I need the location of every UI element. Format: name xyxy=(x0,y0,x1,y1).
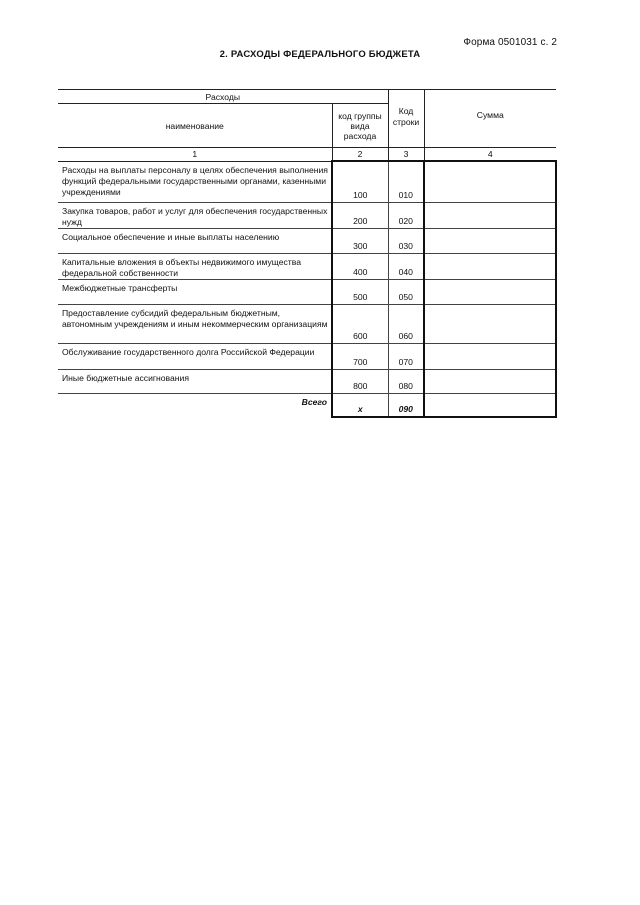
header-line-code-1: Код xyxy=(398,106,414,116)
col-number-2: 2 xyxy=(332,148,388,162)
row-name: Иные бюджетные ассигнования xyxy=(58,369,332,393)
row-name: Предоставление субсидий федеральным бюджетным, автономным учреждениям и иным некоммерческим организациям xyxy=(58,304,332,343)
table-row xyxy=(58,304,556,343)
row-line-code: 050 xyxy=(388,279,424,304)
row-group-code: 100 xyxy=(332,161,388,202)
row-name: Обслуживание государственного долга Российской Федерации xyxy=(58,343,332,369)
total-line-code: 090 xyxy=(388,393,424,417)
table-row xyxy=(58,369,556,393)
row-name: Социальное обеспечение и иные выплаты населению xyxy=(58,228,332,253)
row-name: Капитальные вложения в объекты недвижимого имущества федеральной собственности xyxy=(58,253,332,279)
row-line-code: 020 xyxy=(388,202,424,228)
row-group-code: 600 xyxy=(332,304,388,343)
col-number-4: 4 xyxy=(424,148,556,162)
total-label: Всего xyxy=(58,393,332,417)
header-row-top xyxy=(58,90,556,104)
row-group-code: 700 xyxy=(332,343,388,369)
row-group-code: 200 xyxy=(332,202,388,228)
table-row xyxy=(58,253,556,279)
row-line-code: 030 xyxy=(388,228,424,253)
form-code: Форма 0501031 с. 2 xyxy=(463,37,557,48)
row-amount-cell[interactable] xyxy=(424,253,556,279)
row-amount-cell[interactable] xyxy=(424,369,556,393)
row-amount-cell[interactable] xyxy=(424,161,556,202)
table-row xyxy=(58,202,556,228)
table-row xyxy=(58,228,556,253)
col-number-3: 3 xyxy=(388,148,424,162)
header-group-code-3: расхода xyxy=(343,130,377,141)
table-row xyxy=(58,279,556,304)
row-line-code: 060 xyxy=(388,304,424,343)
row-group-code: 500 xyxy=(332,279,388,304)
row-group-code: 400 xyxy=(332,253,388,279)
row-name: Межбюджетные трансферты xyxy=(58,279,332,304)
header-group-code-2: вида xyxy=(350,120,370,131)
page-title: 2. РАСХОДЫ ФЕДЕРАЛЬНОГО БЮДЖЕТА xyxy=(219,49,421,60)
header-group-code-1: код группы xyxy=(338,110,382,121)
row-line-code: 040 xyxy=(388,253,424,279)
total-row xyxy=(58,393,556,417)
header-group-code xyxy=(332,104,388,148)
total-group-code: x xyxy=(332,393,388,417)
row-group-code: 300 xyxy=(332,228,388,253)
row-amount-cell[interactable] xyxy=(424,228,556,253)
col-number-1: 1 xyxy=(58,148,332,162)
row-amount-cell[interactable] xyxy=(424,202,556,228)
expenses-table xyxy=(58,89,557,418)
table-row xyxy=(58,343,556,369)
row-line-code: 010 xyxy=(388,161,424,202)
total-amount-cell[interactable] xyxy=(424,393,556,417)
row-amount-cell[interactable] xyxy=(424,343,556,369)
row-line-code: 080 xyxy=(388,369,424,393)
row-name: Расходы на выплаты персоналу в целях обеспечения выполнения функций федеральными государственными органами, казенными учреждениями xyxy=(58,161,332,202)
row-line-code: 070 xyxy=(388,343,424,369)
header-expenses: Расходы xyxy=(58,90,388,104)
row-amount-cell[interactable] xyxy=(424,304,556,343)
table-row xyxy=(58,161,556,202)
header-line-code-2: строки xyxy=(392,117,420,127)
row-group-code: 800 xyxy=(332,369,388,393)
row-amount-cell[interactable] xyxy=(424,279,556,304)
header-amount: Сумма xyxy=(424,90,556,148)
row-name: Закупка товаров, работ и услуг для обеспечения государственных нужд xyxy=(58,202,332,228)
header-line-code xyxy=(388,90,424,148)
header-col-numbers xyxy=(58,148,556,162)
header-name: наименование xyxy=(165,120,224,131)
